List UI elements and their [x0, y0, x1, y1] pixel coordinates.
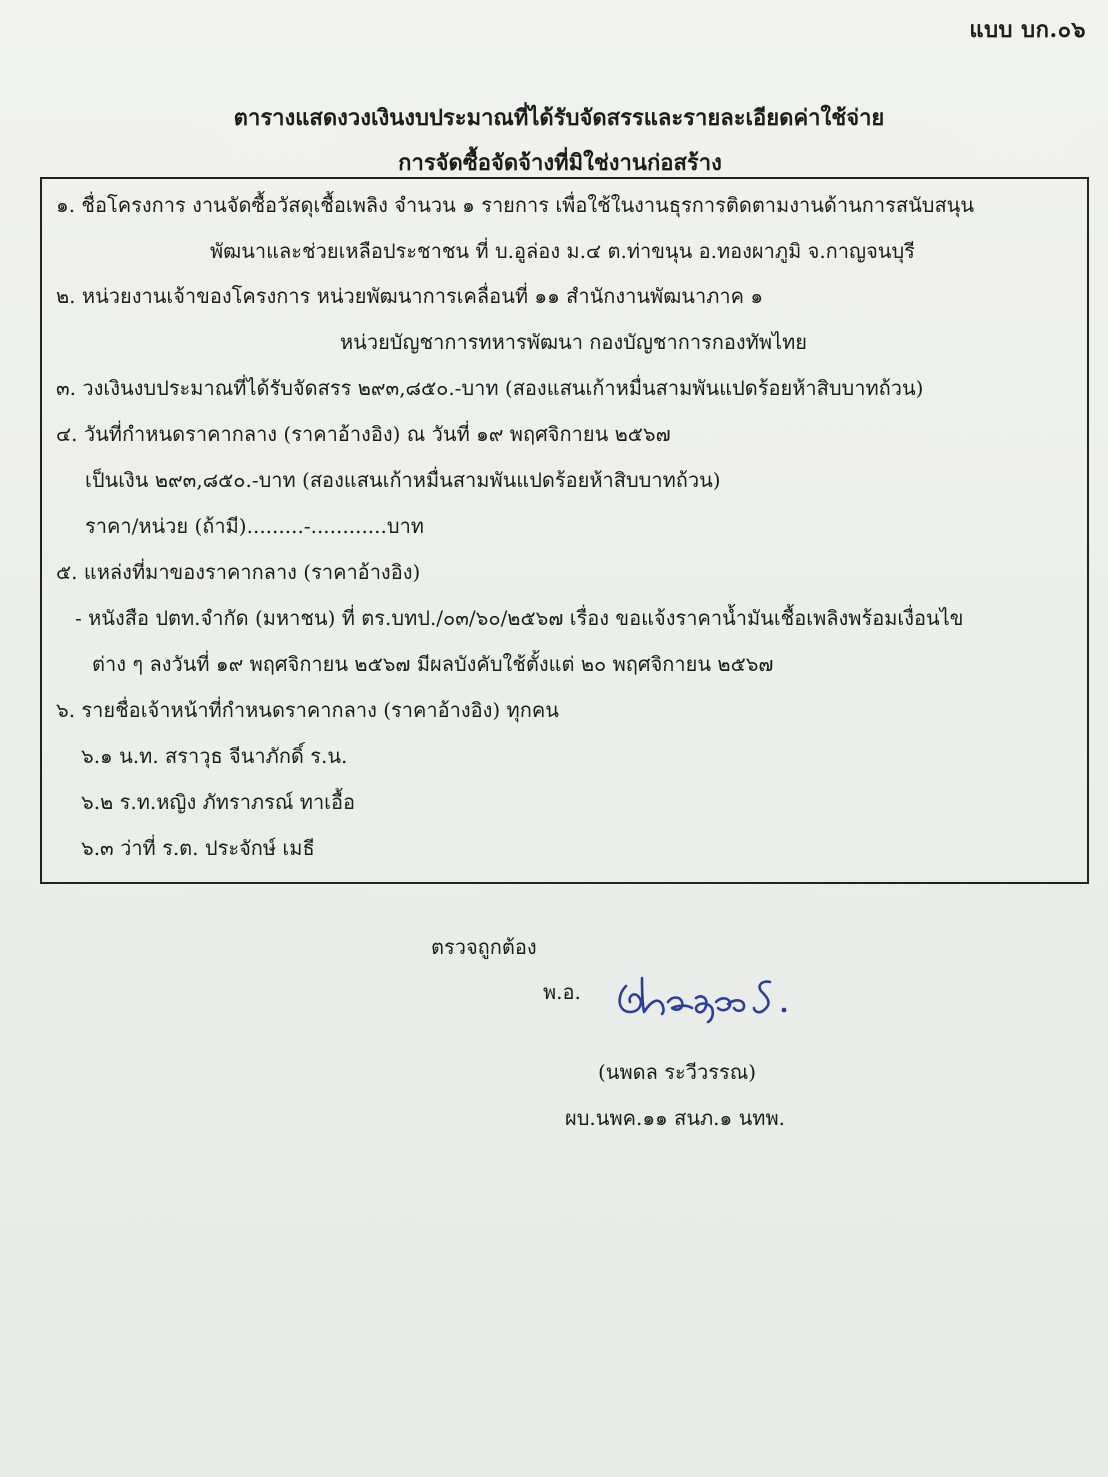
verified-label: ตรวจถูกต้อง: [431, 935, 537, 959]
item-1-project-name: ๑. ชื่อโครงการ งานจัดซื้อวัสดุเชื้อเพลิง จำนวน ๑ รายการ เพื่อใช้ในงานธุรการติดตามงานด้านการสนับสนุน: [56, 193, 974, 217]
officer-2: ๖.๒ ร.ท.หญิง ภัทราภรณ์ ทาเอื้อ: [81, 790, 356, 814]
item-1-project-name-cont: พัฒนาและช่วยเหลือประชาชน ที่ บ.อูล่อง ม.๔ ต.ท่าขนุน อ.ทองผาภูมิ จ.กาญจนบุรี: [210, 239, 915, 263]
officer-3: ๖.๓ ว่าที่ ร.ต. ประจักษ์ เมธี: [81, 836, 315, 860]
signer-name: (นพดล ระวีวรรณ): [598, 1060, 757, 1084]
document-title-line-2: การจัดซื้อจัดจ้างที่มิใช่งานก่อสร้าง: [398, 150, 722, 176]
item-2-owner-unit: ๒. หน่วยงานเจ้าของโครงการ หน่วยพัฒนาการเคลื่อนที่ ๑๑ สำนักงานพัฒนาภาค ๑: [56, 284, 764, 308]
item-3-budget: ๓. วงเงินงบประมาณที่ได้รับจัดสรร ๒๙๓,๘๕๐.-บาท (สองแสนเก้าหมื่นสามพันแปดร้อยห้าสิบบาทถ้วน): [56, 376, 924, 400]
item-2-owner-unit-cont: หน่วยบัญชาการทหารพัฒนา กองบัญชาการกองทัพไทย: [340, 330, 808, 354]
document-title-line-1: ตารางแสดงวงเงินงบประมาณที่ได้รับจัดสรรและรายละเอียดค่าใช้จ่าย: [233, 105, 885, 131]
item-4-unit-price: ราคา/หน่วย (ถ้ามี).........-............บาท: [85, 514, 424, 538]
signer-rank: พ.อ.: [543, 980, 581, 1004]
item-4-amount: เป็นเงิน ๒๙๓,๘๕๐.-บาท (สองแสนเก้าหมื่นสามพันแปดร้อยห้าสิบบาทถ้วน): [85, 468, 721, 492]
item-4-reference-date: ๔. วันที่กำหนดราคากลาง (ราคาอ้างอิง) ณ วันที่ ๑๙ พฤศจิกายน ๒๕๖๗: [56, 422, 671, 446]
signer-position: ผบ.นพค.๑๑ สนภ.๑ นทพ.: [565, 1106, 785, 1130]
officer-1: ๖.๑ น.ท. สราวุธ จีนาภักดิ์ ร.น.: [81, 744, 348, 768]
item-5-price-source: ๕. แหล่งที่มาของราคากลาง (ราคาอ้างอิง): [56, 560, 421, 584]
form-code: แบบ บก.๐๖: [969, 17, 1086, 43]
handwritten-signature: [612, 968, 797, 1028]
item-5-source-letter-cont: ต่าง ๆ ลงวันที่ ๑๙ พฤศจิกายน ๒๕๖๗ มีผลบังคับใช้ตั้งแต่ ๒๐ พฤศจิกายน ๒๕๖๗: [92, 652, 774, 676]
item-6-officers: ๖. รายชื่อเจ้าหน้าที่กำหนดราคากลาง (ราคาอ้างอิง) ทุกคน: [56, 698, 559, 722]
item-5-source-letter: - หนังสือ ปตท.จำกัด (มหาชน) ที่ ตร.บทป./๐๓/๖๐/๒๕๖๗ เรื่อง ขอแจ้งราคาน้ำมันเชื้อเพลิงพร้อมเงื่อนไข: [75, 606, 964, 630]
